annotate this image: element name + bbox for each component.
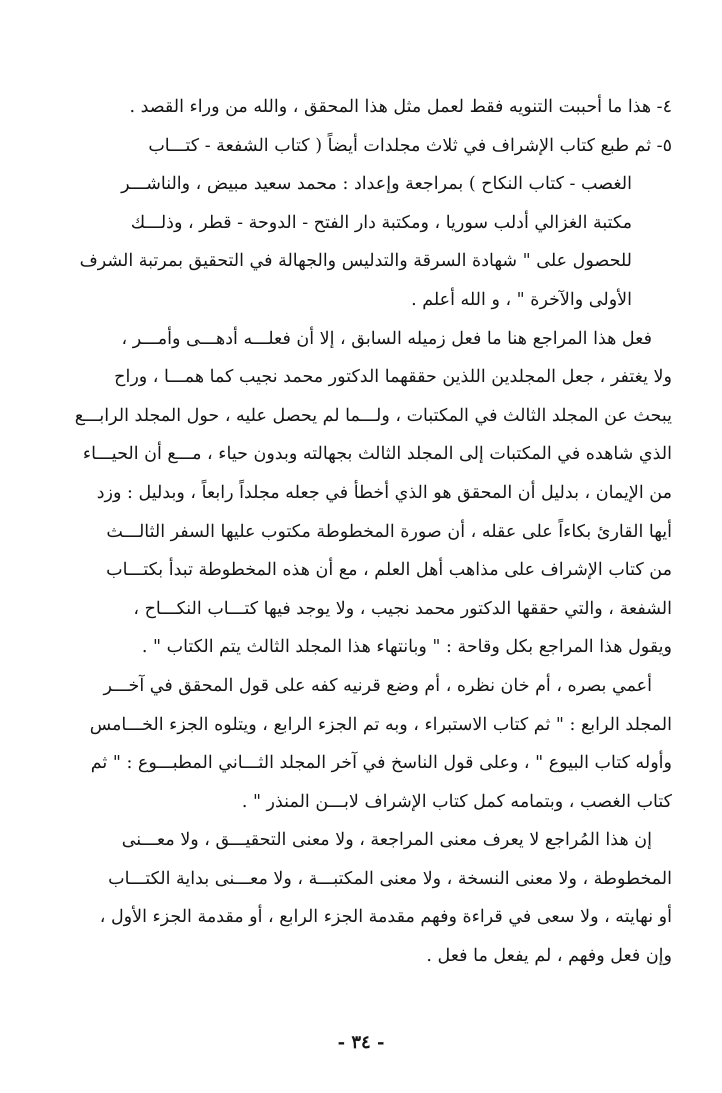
text-line: ويقول هذا المراجع بكل وقاحة : " وبانتهاء هذا المجلد الثالث يتم الكتاب " . (141, 637, 672, 658)
text-line: للحصول على " شهادة السرقة والتدليس والجهالة في التحقيق بمرتبة الشرف (79, 251, 632, 272)
text-line: ٤- هذا ما أحببت التنويه فقط لعمل مثل هذا المحقق ، والله من وراء القصد . (129, 97, 672, 117)
text-line: ولا يغتفر ، جعل المجلدين اللذين حققهما الدكتور محمد نجيب كما همـــا ، وراح (114, 367, 672, 388)
text-line: من الإيمان ، بدليل أن المحقق هو الذي أخطأ في جعله مجلداً رابعاً ، وبدليل : وزد (96, 482, 672, 503)
text-line: وأوله كتاب البيوع " ، وعلى قول الناسخ في آخر المجلد الثـــاني المطبـــوع : " ثم (90, 753, 672, 774)
text-line: أعمي بصره ، أم خان نظره ، أم وضع قرنيه كفه على قول المحقق في آخـــر (103, 675, 652, 696)
text-line: إن هذا المُراجع لا يعرف معنى المراجعة ، ولا معنى التحقيـــق ، ولا معـــنى (121, 830, 652, 851)
text-line: أو نهايته ، ولا سعى في قراءة وفهم مقدمة الجزء الرابع ، أو مقدمة الجزء الأول ، (99, 907, 672, 928)
page-body (60, 88, 672, 976)
text-line: من كتاب الإشراف على مذاهب أهل العلم ، مع أن هذه المخطوطة تبدأ بكتـــاب (106, 560, 672, 581)
text-line: كتاب الغصب ، وبتمامه كمل كتاب الإشراف لابـــن المنذر " . (241, 791, 672, 812)
text-line: المجلد الرابع : " ثم كتاب الاستبراء ، وبه تم الجزء الرابع ، ويتلوه الجزء الخـــامس (89, 714, 672, 735)
page-number: - ٣٤ - (337, 1032, 385, 1053)
text-line: الذي شاهده في المكتبات إلى المجلد الثالث بجهالته وبدون حياء ، مـــع أن الحيـــاء (82, 444, 672, 465)
text-line: الشفعة ، والتي حققها الدكتور محمد نجيب ، ولا يوجد فيها كتـــاب النكـــاح ، (133, 598, 672, 619)
text-line: أيها القارئ بكاءاً على عقله ، أن صورة المخطوطة مكتوب عليها السفر الثالـــث (106, 521, 672, 542)
text-line: فعل هذا المراجع هنا ما فعل زميله السابق ، إلا أن فعلـــه أدهـــى وأمـــر ، (121, 328, 652, 349)
text-line: وإن فعل وفهم ، لم يفعل ما فعل . (426, 946, 672, 967)
text-line: الأولى والآخرة " ، و الله أعلم . (411, 289, 632, 310)
text-line: ٥- ثم طبع كتاب الإشراف في ثلاث مجلدات أيضاً ( كتاب الشفعة - كتـــاب (148, 135, 672, 156)
text-line: المخطوطة ، ولا معنى النسخة ، ولا معنى المكتبـــة ، ولا معـــنى بداية الكتـــاب (108, 868, 672, 889)
text-line: مكتبة الغزالي أدلب سوريا ، ومكتبة دار الفتح - الدوحة - قطر ، وذلـــك (130, 212, 632, 233)
text-line: يبحث عن المجلد الثالث في المكتبات ، ولـــما لم يحصل عليه ، حول المجلد الرابـــع (74, 405, 672, 426)
text-line: الغصب - كتاب النكاح ) بمراجعة وإعداد : محمد سعيد مبيض ، والناشـــر (121, 174, 632, 195)
